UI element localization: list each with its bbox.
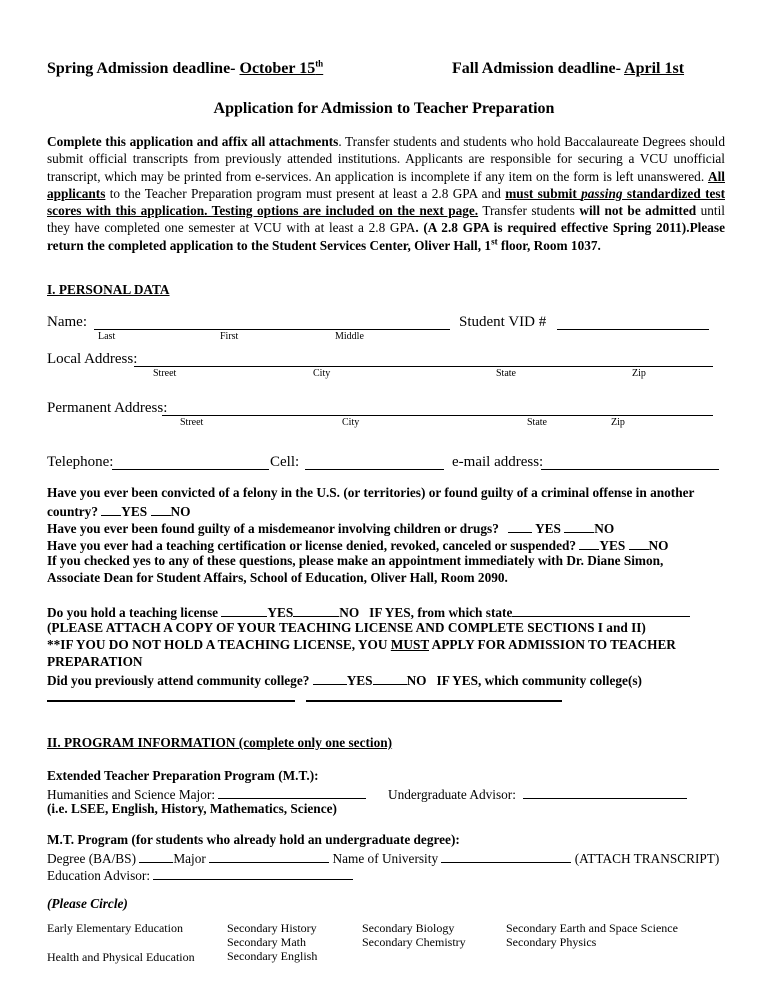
name-label: Name: bbox=[47, 314, 87, 330]
undergraduate-advisor-label: Undergraduate Advisor: bbox=[388, 785, 687, 803]
education-advisor-field[interactable] bbox=[153, 866, 353, 880]
local-address-field[interactable] bbox=[134, 366, 713, 367]
yes-note-line-2: Associate Dean for Student Affairs, School of Education, Oliver Hall, Room 2090. bbox=[47, 570, 508, 585]
education-advisor-label: Education Advisor: bbox=[47, 866, 353, 884]
telephone-label: Telephone: bbox=[47, 454, 114, 470]
no-license-note: **IF YOU DO NOT HOLD A TEACHING LICENSE, YOU MUST APPLY FOR ADMISSION TO TEACHER bbox=[47, 637, 676, 652]
option-secondary-chemistry[interactable]: Secondary Chemistry bbox=[362, 935, 466, 949]
telephone-field[interactable] bbox=[112, 469, 269, 470]
email-label: e-mail address: bbox=[452, 454, 544, 470]
felony-question: Have you ever been convicted of a felony in the U.S. (or territories) or found guilty of a criminal offense in another bbox=[47, 485, 695, 500]
community-college-field-1[interactable] bbox=[47, 700, 295, 702]
mt-degree-line: Degree (BA/BS) Major Name of University (ATTACH TRANSCRIPT) bbox=[47, 851, 720, 866]
spring-deadline bbox=[47, 60, 323, 78]
intro-paragraph: Complete this application and affix all attachments. Transfer students and students who hold Baccalaureate Degrees should submit official transcripts from previously attended institutions. Applicants are responsible for securing a VCU unofficial transcript, which may be printed from e-services. An application is incomplete if any item on the form is left unanswered. All applicants to the Teacher Preparation program must present at least a 2.8 GPA and must submit passing standardized test scores with this application. Testing options are included on the next page. Transfer students will not be admitted until they have completed one semester at VCU with at least a 2.8 GPA. (A 2.8 GPA is required effective Spring 2011).Please return the completed application to the Student Services Center, Oliver Hall, 1st floor, Room 1037. bbox=[47, 134, 726, 253]
major-field[interactable] bbox=[209, 849, 329, 863]
humanities-major-field[interactable] bbox=[218, 785, 366, 799]
misdemeanor-question: Have you ever been found guilty of a misdemeanor involving children or drugs? YES NO bbox=[47, 521, 615, 536]
fall-deadline-label: Fall Admission deadline- bbox=[452, 60, 625, 77]
personal-data-heading: I. PERSONAL DATA bbox=[47, 282, 170, 297]
license-attach-note: (PLEASE ATTACH A COPY OF YOUR TEACHING LICENSE AND COMPLETE SECTIONS I and II) bbox=[47, 620, 646, 635]
first-caption: First bbox=[220, 331, 239, 342]
license-no-blank[interactable] bbox=[293, 603, 339, 617]
cc-no-blank[interactable] bbox=[373, 671, 407, 685]
perm-zip-caption: Zip bbox=[611, 417, 625, 428]
option-secondary-biology[interactable]: Secondary Biology bbox=[362, 921, 455, 935]
yes-note-line-1: If you checked yes to any of these questions, please make an appointment immediately with Dr. Diane Simon, bbox=[47, 553, 664, 568]
option-secondary-physics[interactable]: Secondary Physics bbox=[506, 935, 597, 949]
local-city-caption: City bbox=[313, 368, 331, 379]
local-state-caption: State bbox=[496, 368, 516, 379]
denied-yes-blank[interactable] bbox=[579, 536, 599, 550]
license-state-field[interactable] bbox=[512, 603, 690, 617]
page-title: Application for Admission to Teacher Preparation bbox=[213, 100, 555, 117]
cell-label: Cell: bbox=[270, 454, 300, 470]
cc-yes-blank[interactable] bbox=[313, 671, 347, 685]
humanities-major-label: Humanities and Science Major: bbox=[47, 785, 366, 803]
license-question: Do you hold a teaching license YES NO IF YES, from which state bbox=[47, 603, 690, 621]
university-field[interactable] bbox=[441, 849, 571, 863]
program-info-heading: II. PROGRAM INFORMATION (complete only one section) bbox=[47, 735, 393, 750]
spring-deadline-date: October 15th bbox=[239, 58, 324, 77]
local-street-caption: Street bbox=[153, 368, 177, 379]
fall-deadline bbox=[452, 60, 684, 78]
cell-field[interactable] bbox=[305, 469, 444, 470]
perm-state-caption: State bbox=[527, 417, 547, 428]
email-field[interactable] bbox=[541, 469, 719, 470]
major-examples: (i.e. LSEE, English, History, Mathematics, Science) bbox=[47, 801, 337, 816]
undergraduate-advisor-field[interactable] bbox=[523, 785, 687, 799]
option-secondary-earth-space[interactable]: Secondary Earth and Space Science bbox=[506, 921, 678, 935]
fall-deadline-date: April 1st bbox=[624, 60, 685, 77]
spring-deadline-label: Spring Admission deadline- bbox=[47, 60, 240, 77]
misdemeanor-yes-blank[interactable] bbox=[508, 519, 532, 533]
middle-caption: Middle bbox=[335, 331, 364, 342]
perm-street-caption: Street bbox=[180, 417, 204, 428]
felony-no-blank[interactable] bbox=[151, 502, 171, 516]
option-secondary-english[interactable]: Secondary English bbox=[227, 949, 318, 963]
vid-label: Student VID # bbox=[459, 314, 547, 330]
permanent-address-label: Permanent Address: bbox=[47, 400, 168, 416]
name-field[interactable] bbox=[94, 329, 450, 330]
felony-question-cont: country? YES NO bbox=[47, 504, 191, 519]
felony-yes-blank[interactable] bbox=[101, 502, 121, 516]
denied-no-blank[interactable] bbox=[629, 536, 649, 550]
option-health-pe[interactable]: Health and Physical Education bbox=[47, 950, 195, 964]
please-circle: (Please Circle) bbox=[47, 896, 128, 911]
last-caption: Last bbox=[98, 331, 116, 342]
perm-city-caption: City bbox=[342, 417, 360, 428]
option-secondary-history[interactable]: Secondary History bbox=[227, 921, 317, 935]
community-college-question: Did you previously attend community college? YES NO IF YES, which community college(s) bbox=[47, 673, 642, 688]
local-address-label: Local Address: bbox=[47, 351, 138, 367]
no-license-note-cont: PREPARATION bbox=[47, 654, 143, 669]
option-early-elementary[interactable]: Early Elementary Education bbox=[47, 921, 183, 935]
degree-field[interactable] bbox=[139, 849, 173, 863]
extended-program-title: Extended Teacher Preparation Program (M.T.): bbox=[47, 768, 319, 783]
permanent-address-field[interactable] bbox=[162, 415, 713, 416]
local-zip-caption: Zip bbox=[632, 368, 646, 379]
option-secondary-math[interactable]: Secondary Math bbox=[227, 935, 306, 949]
community-college-field-2[interactable] bbox=[306, 700, 562, 702]
misdemeanor-no-blank[interactable] bbox=[564, 519, 594, 533]
vid-field[interactable] bbox=[557, 329, 709, 330]
mt-program-title: M.T. Program (for students who already hold an undergraduate degree): bbox=[47, 832, 460, 847]
license-yes-blank[interactable] bbox=[221, 603, 267, 617]
license-denied-question: Have you ever had a teaching certification or license denied, revoked, canceled or suspended? YES NO bbox=[47, 538, 669, 553]
